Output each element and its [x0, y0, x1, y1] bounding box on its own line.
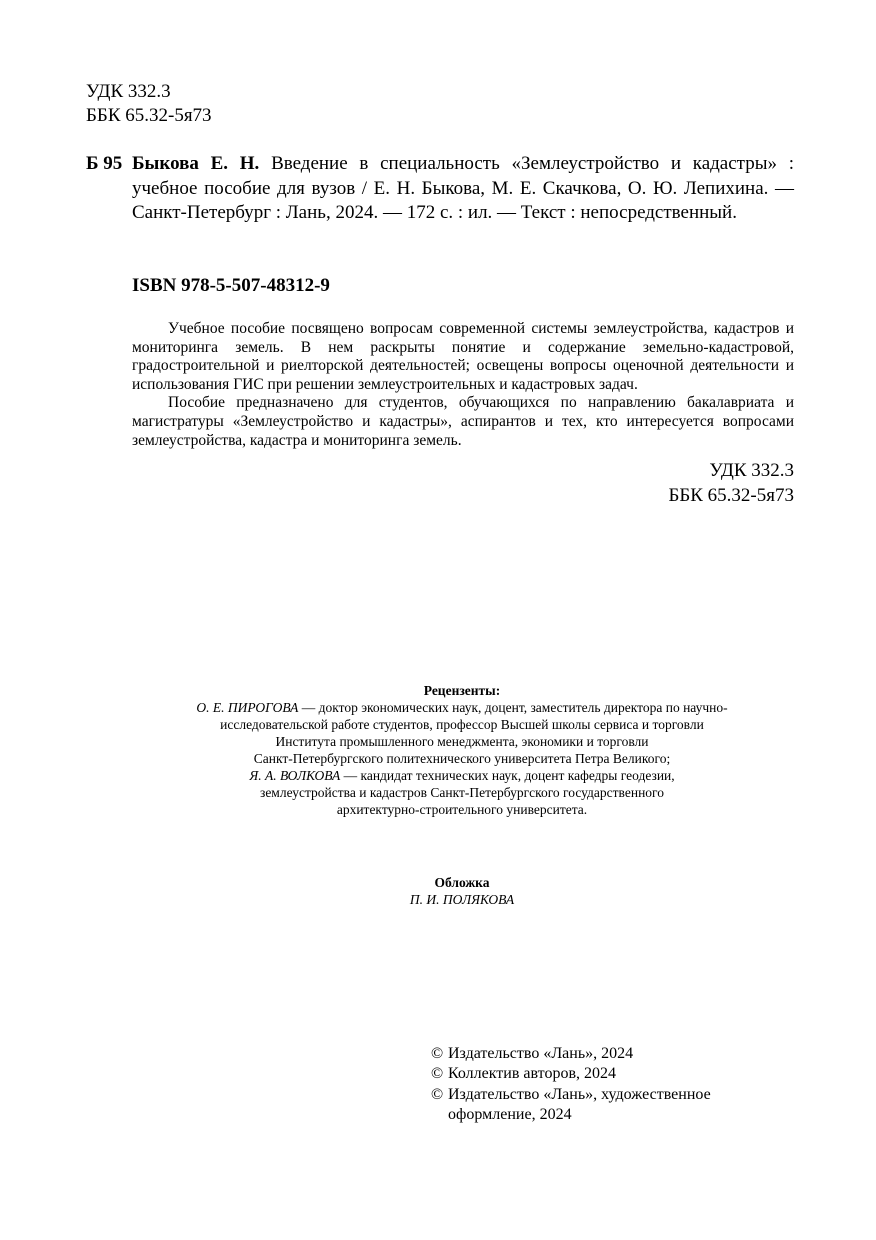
annotation-paragraph: Учебное пособие посвящено вопросам современной системы землеустройства, кадастров и мониторинга земель. В нем раскрыты понятие и содержание земельно-кадастровой, градостроительной и риелторской деятельностей; освещены вопросы оценочной деятельности и использования ГИС при решении землеустроительных и кадастровых задач.	[132, 320, 794, 393]
reviewer-name: Я. А. ВОЛКОВА	[249, 768, 341, 783]
reviewer-text: — доктор экономических наук, доцент, заместитель директора по научно-	[298, 700, 728, 715]
cover-designer: П. И. ПОЛЯКОВА	[409, 892, 515, 907]
copyright-symbol: ©	[431, 1085, 444, 1103]
author-mark: Б 95	[86, 153, 123, 174]
reviewer-text: архитектурно-строительного университета.	[336, 802, 588, 817]
bbk-code: ББК 65.32-5я73	[668, 484, 794, 506]
cover-heading: Обложка	[434, 875, 490, 890]
reviewer-1	[132, 699, 792, 716]
annotation	[132, 320, 794, 450]
udk-code: УДК 332.3	[86, 81, 171, 102]
copyright-line	[431, 1044, 761, 1064]
reviewers-block	[132, 682, 792, 818]
copyright-symbol: ©	[431, 1045, 444, 1062]
reviewers-heading: Рецензенты:	[423, 683, 501, 698]
bibliographic-description	[132, 152, 794, 226]
bibliographic-entry	[86, 152, 794, 226]
classification-codes-top	[86, 80, 212, 128]
entry-author: Быкова Е. Н.	[132, 153, 260, 174]
copyright-text: Издательство «Лань», художественное оформление, 2024	[448, 1085, 711, 1124]
reviewer-text: Института промышленного менеджмента, экономики и торговли	[275, 734, 649, 749]
entry-description: Введение в специальность «Землеустройство и кадастры» : учебное пособие для вузов / Е. Н. Быкова, М. Е. Скачкова, О. Ю. Лепихина. — Санкт-Петербург : Лань, 2024. — 172 с. : ил. — Текст : непосредственный.	[132, 153, 794, 223]
bbk-code: ББК 65.32-5я73	[86, 105, 212, 126]
reviewer-text: землеустройства и кадастров Санкт-Петербургского государственного	[259, 785, 664, 800]
copyright-line	[431, 1064, 761, 1084]
udk-code: УДК 332.3	[709, 460, 794, 481]
copyright-text: Коллектив авторов, 2024	[448, 1065, 616, 1083]
classification-codes-bottom	[668, 459, 794, 508]
reviewer-name: О. Е. ПИРОГОВА	[196, 700, 299, 715]
reviewer-text: — кандидат технических наук, доцент кафедры геодезии,	[340, 768, 675, 783]
copyright-line	[431, 1085, 761, 1126]
reviewer-text: Санкт-Петербургского политехнического университета Петра Великого;	[253, 751, 671, 766]
copyright-symbol: ©	[431, 1065, 444, 1083]
isbn: ISBN 978-5-507-48312-9	[132, 275, 330, 296]
copyright-text: Издательство «Лань», 2024	[448, 1045, 634, 1062]
annotation-paragraph: Пособие предназначено для студентов, обучающихся по направлению бакалавриата и магистратуры «Землеустройство и кадастры», аспирантов и тех, кто интересуется вопросами землеустройства, кадастра и мониторинга земель.	[132, 394, 794, 449]
reviewer-2	[132, 767, 792, 784]
reviewer-text: исследовательской работе студентов, профессор Высшей школы сервиса и торговли	[220, 717, 704, 732]
cover-credit	[132, 874, 792, 908]
copyright-block	[431, 1044, 761, 1126]
